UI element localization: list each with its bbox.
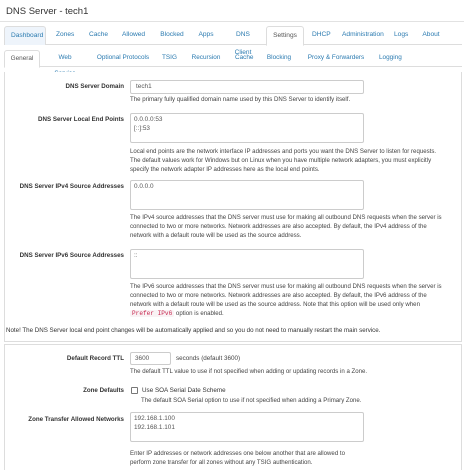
ipv4-help-2: connected to two or more networks. Network addresses are also accepted. By default, the IPv4 address of the [130,223,427,230]
title-bar [0,0,464,22]
tab-zones[interactable]: Zones [56,31,75,38]
settings-tab-optional-protocols[interactable]: Optional Protocols [96,54,150,61]
tab-blocked[interactable]: Blocked [160,31,184,38]
zone-defaults-label: Zone Defaults [83,387,124,394]
tab-cache[interactable]: Cache [89,31,109,38]
endpoints-textarea[interactable]: 0.0.0.0:53 [::]:53 [130,113,364,143]
tab-dns-client[interactable]: DNS Client [234,31,252,56]
ttl-input[interactable]: 3600 [130,352,171,365]
ttl-label: Default Record TTL [66,355,124,362]
tab-dashboard[interactable]: Dashboard [4,26,46,45]
settings-tab-proxy-forwarders[interactable]: Proxy & Forwarders [307,54,365,61]
zone-transfer-help-2: perform zone transfer for all zones without any TSIG authentication. [130,459,313,466]
tab-allowed[interactable]: Allowed [122,31,146,38]
settings-tab-blocking[interactable]: Blocking [266,54,292,61]
zone-transfer-help-1: Enter IP addresses or network addresses one below another that are allowed to [130,450,345,457]
domain-label: DNS Server Domain [65,83,124,90]
ipv6-label: DNS Server IPv6 Source Addresses [19,252,124,259]
ipv6-help-1: The IPv6 source addresses that the DNS server must use for making all outbound DNS requests when the server is [130,283,442,290]
ipv4-label: DNS Server IPv4 Source Addresses [19,183,124,190]
prefer-ipv6-code: Prefer IPv6 [132,310,173,317]
zone-transfer-textarea[interactable]: 192.168.1.100 192.168.1.101 [130,412,364,442]
ttl-help: The default TTL value to use if not specified when adding or updating records in a Zone. [130,368,368,375]
tab-dhcp[interactable]: DHCP [312,31,331,38]
ipv6-help-2: connected to two or more networks. Network addresses are also accepted. By default, the IPv6 address of the [130,292,427,299]
tab-settings[interactable]: Settings [266,26,304,46]
soa-serial-checkbox[interactable] [131,387,138,394]
ipv6-textarea[interactable]: :: [130,249,364,279]
tab-logs[interactable]: Logs [394,31,409,38]
ipv4-help-1: The IPv4 source addresses that the DNS server must use for making all outbound DNS requests when the server is [130,214,442,221]
settings-tab-logging[interactable]: Logging [379,54,402,61]
tab-apps[interactable]: Apps [198,31,214,38]
settings-nav [4,50,462,67]
ipv6-help-4-rest: option is enabled. [174,310,224,317]
ipv4-textarea[interactable]: 0.0.0.0 [130,180,364,210]
ipv6-help-4 [130,310,462,319]
window-title: DNS Server - tech1 [6,6,89,17]
settings-tab-web-service[interactable]: Web [58,54,72,61]
settings-tab-recursion[interactable]: Recursion [191,54,221,61]
settings-tab-cache[interactable]: Cache [235,54,254,61]
general-note: Note! The DNS Server local end point changes will be automatically applied and so you do not need to manually restart the main service. [6,327,381,334]
endpoints-help-3: specify the network adapter IP addresses here as the local end points. [130,166,320,173]
zone-transfer-label: Zone Transfer Allowed Networks [28,416,124,423]
ipv6-help-3: network with a default route will be used as the source address. Note that this option will be used only when [130,301,420,308]
settings-tab-tsig[interactable]: TSIG [162,54,177,61]
zone-defaults-help: The default SOA Serial option to use if not specified when adding a Primary Zone. [141,397,362,404]
tab-about[interactable]: About [422,31,440,38]
domain-help: The primary fully qualified domain name used by this DNS Server to identify itself. [130,96,351,103]
settings-tab-general[interactable]: General [4,50,40,68]
tab-administration[interactable]: Administration [342,31,384,38]
endpoints-label: DNS Server Local End Points [38,116,124,123]
endpoints-help-1: Local end points are the network interface IP addresses and ports you want the DNS Server to listen for requests. [130,148,437,155]
soa-serial-checkbox-label[interactable]: Use SOA Serial Date Scheme [142,387,226,394]
domain-input[interactable]: tech1 [130,80,364,94]
ipv4-help-3: network with a default route will be used as the source address. [130,232,302,239]
endpoints-help-2: The default values work for Windows but on Linux when you have multiple network adapters, you must explicitly [130,157,432,164]
main-nav [4,26,462,56]
ttl-suffix: seconds (default 3600) [176,355,241,362]
